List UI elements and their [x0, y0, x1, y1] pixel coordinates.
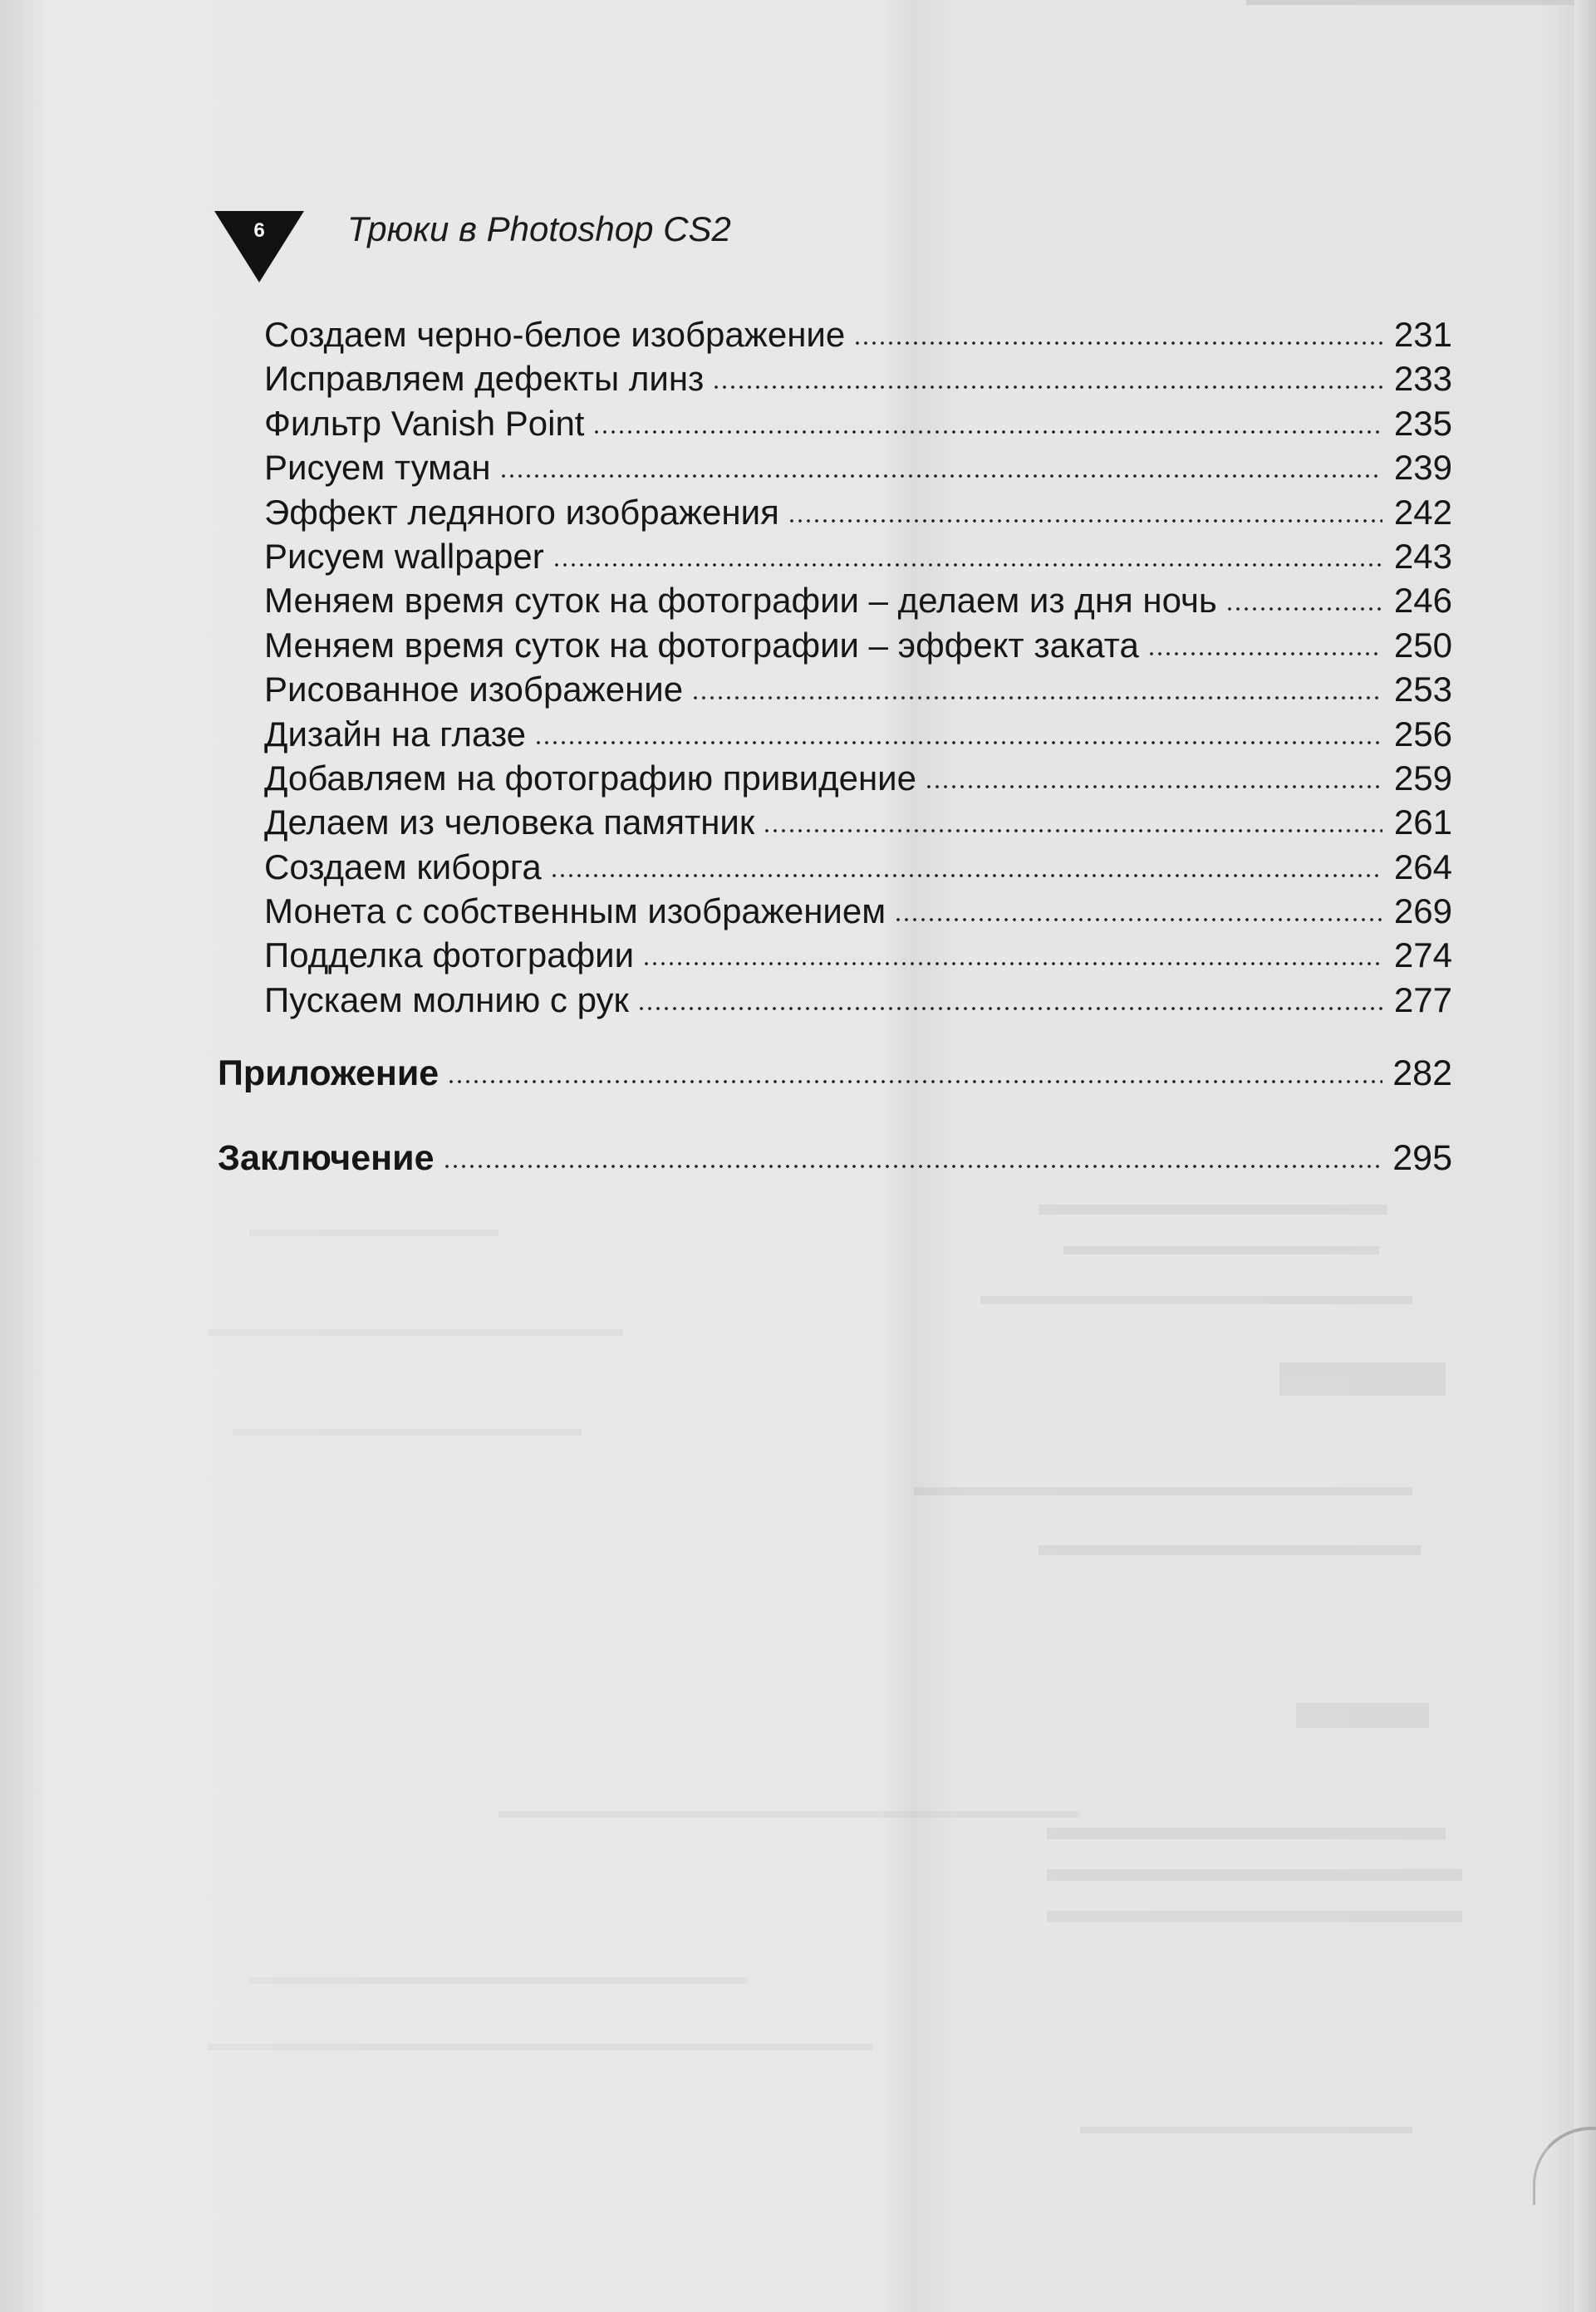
toc-entry-page: 269	[1393, 891, 1452, 931]
toc-entry-page: 253	[1393, 670, 1452, 709]
page-marker-triangle	[214, 211, 304, 282]
toc-entry	[264, 490, 1452, 534]
page-right-edge	[1574, 0, 1596, 2312]
toc-entry-page: 243	[1393, 536, 1452, 576]
toc-section-conclusion	[218, 1136, 1452, 1181]
page-number: 6	[253, 219, 265, 242]
toc-entry	[264, 356, 1452, 400]
toc-entry-title: Фильтр Vanish Point	[264, 403, 585, 443]
toc-entry-page: 242	[1393, 492, 1452, 532]
toc-entry-page: 256	[1393, 714, 1452, 753]
toc-entry-title: Рисуем туман	[264, 448, 491, 488]
toc-entry-title: Подделка фотографии	[264, 935, 635, 975]
table-of-contents	[264, 312, 1452, 1022]
dot-leader	[712, 384, 1382, 390]
dot-leader	[925, 783, 1382, 790]
dot-leader	[447, 1078, 1382, 1085]
toc-entry-title: Пускаем молнию с рук	[264, 979, 629, 1019]
toc-entry-title: Создаем черно-белое изображение	[264, 315, 846, 354]
dot-leader	[550, 872, 1382, 879]
toc-entry-page: 246	[1393, 581, 1452, 621]
toc-entry	[264, 445, 1452, 489]
toc-entry-page: 259	[1393, 758, 1452, 798]
toc-section-entry	[218, 1136, 1452, 1181]
dot-leader	[592, 429, 1382, 435]
toc-entry-page: 274	[1393, 935, 1452, 975]
toc-entry	[264, 623, 1452, 667]
dot-leader	[763, 827, 1382, 834]
toc-entry-title: Исправляем дефекты линз	[264, 359, 705, 399]
dot-leader	[534, 739, 1382, 746]
dot-leader	[1225, 606, 1382, 612]
toc-section-appendix	[218, 1052, 1452, 1096]
page-top-edge	[1246, 0, 1596, 5]
toc-entry-page: 250	[1393, 625, 1452, 665]
dot-leader	[1147, 650, 1382, 657]
toc-entry-title: Создаем киборга	[264, 847, 542, 886]
toc-section-page: 295	[1392, 1138, 1452, 1178]
dot-leader	[642, 960, 1382, 967]
toc-entry	[264, 578, 1452, 622]
dot-leader	[552, 562, 1382, 568]
toc-entry	[264, 667, 1452, 711]
dot-leader	[853, 340, 1382, 346]
dot-leader	[691, 695, 1382, 701]
toc-entry-title: Рисуем wallpaper	[264, 536, 544, 576]
toc-entry-title: Эффект ледяного изображения	[264, 492, 779, 532]
toc-section-entry	[218, 1052, 1452, 1096]
toc-entry	[264, 712, 1452, 756]
toc-entry	[264, 312, 1452, 356]
toc-entry	[264, 978, 1452, 1022]
toc-entry	[264, 534, 1452, 578]
toc-entry	[264, 845, 1452, 889]
toc-entry	[264, 401, 1452, 445]
toc-entry-page: 261	[1393, 803, 1452, 842]
toc-section-title: Приложение	[218, 1053, 440, 1093]
toc-entry-page: 233	[1393, 359, 1452, 399]
toc-entry	[264, 800, 1452, 844]
dot-leader	[894, 916, 1382, 923]
dot-leader	[443, 1163, 1383, 1170]
toc-entry-page: 277	[1393, 979, 1452, 1019]
toc-entry-title: Рисованное изображение	[264, 670, 684, 709]
toc-entry-title: Дизайн на глазе	[264, 714, 526, 753]
toc-entry-page: 239	[1393, 448, 1452, 488]
toc-entry	[264, 933, 1452, 977]
toc-entry-page: 231	[1393, 315, 1452, 354]
toc-entry	[264, 756, 1452, 800]
dot-leader	[499, 473, 1382, 479]
toc-entry-title: Меняем время суток на фотографии – делаем из дня ночь	[264, 581, 1217, 621]
toc-entry-page: 264	[1393, 847, 1452, 886]
dot-leader	[637, 1005, 1382, 1012]
toc-section-page: 282	[1392, 1053, 1452, 1093]
toc-section-title: Заключение	[218, 1138, 435, 1178]
toc-entry-title: Делаем из человека памятник	[264, 803, 755, 842]
page-corner-curl	[1533, 2127, 1596, 2205]
toc-entry-title: Добавляем на фотографию привидение	[264, 758, 916, 798]
toc-entry-title: Монета с собственным изображением	[264, 891, 886, 931]
toc-entry-page: 235	[1393, 403, 1452, 443]
dot-leader	[788, 518, 1382, 524]
toc-entry-title: Меняем время суток на фотографии – эффект заката	[264, 625, 1139, 665]
toc-entry	[264, 889, 1452, 933]
book-title: Трюки в Photoshop CS2	[347, 209, 731, 248]
